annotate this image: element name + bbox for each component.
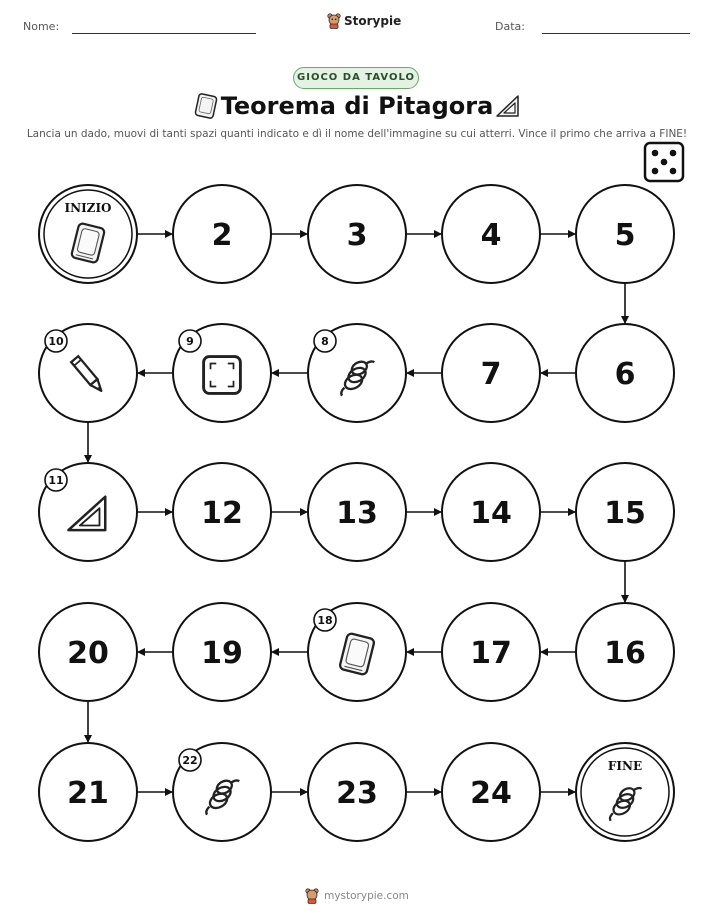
- cell-label: INIZIO: [64, 201, 112, 215]
- page-title: Teorema di Pitagora: [220, 92, 494, 120]
- cell-number: 23: [336, 776, 378, 811]
- cell-number: 10: [48, 335, 64, 348]
- cell-circle: [576, 743, 674, 841]
- board-cell-4: [442, 185, 540, 283]
- board-cell-16: [576, 603, 674, 701]
- square-icon: [204, 357, 241, 394]
- cell-number: 7: [480, 357, 502, 392]
- cell-number: 19: [201, 636, 243, 671]
- board-cell-19: [173, 603, 271, 701]
- board-cell-17: [442, 603, 540, 701]
- cell-number: 18: [317, 614, 333, 627]
- board-cell-24: [442, 743, 540, 841]
- board-cell-3: [308, 185, 406, 283]
- board-cell-8: [308, 324, 406, 422]
- cell-label: FINE: [607, 759, 643, 773]
- cell-number: 8: [321, 335, 329, 348]
- board-cell-20: [39, 603, 137, 701]
- board-cell-2: [173, 185, 271, 283]
- cell-number: 3: [346, 218, 368, 253]
- board-cell-10: [39, 324, 137, 422]
- cell-number: 9: [186, 335, 194, 348]
- instructions: Lancia un dado, muovi di tanti spazi quanti indicato e dì il nome dell'immagine su cui atterri. Vince il primo che arriva a FINE!: [26, 128, 688, 140]
- board-cell-21: [39, 743, 137, 841]
- name-label: Nome:: [23, 20, 60, 33]
- board-cell-13: [308, 463, 406, 561]
- board-cell-23: [308, 743, 406, 841]
- board-cell-14: [442, 463, 540, 561]
- cell-number: 6: [614, 357, 636, 392]
- cell-number: 12: [201, 496, 243, 531]
- board-cell-5: [576, 185, 674, 283]
- cell-number: 14: [470, 496, 512, 531]
- board-cell-15: [576, 463, 674, 561]
- date-label: Data:: [495, 20, 525, 33]
- cell-number: 13: [336, 496, 378, 531]
- board-cell-25: [576, 743, 674, 841]
- cell-number: 15: [604, 496, 646, 531]
- board-cell-18: [308, 603, 406, 701]
- board-cell-12: [173, 463, 271, 561]
- cell-number: 24: [470, 776, 512, 811]
- cell-number: 4: [480, 218, 502, 253]
- board-cell-22: [173, 743, 271, 841]
- footer: [0, 888, 714, 904]
- cell-number: 5: [614, 218, 636, 253]
- cell-number: 22: [182, 754, 198, 767]
- category-badge: GIOCO DA TAVOLO: [293, 67, 419, 89]
- cell-number: 2: [211, 218, 233, 253]
- cell-number: 20: [67, 636, 109, 671]
- board-cell-9: [173, 324, 271, 422]
- cell-number: 16: [604, 636, 646, 671]
- cell-number: 11: [48, 474, 64, 487]
- footer-url: mystorypie.com: [324, 890, 409, 902]
- cell-number: 21: [67, 776, 109, 811]
- board-cell-6: [576, 324, 674, 422]
- bear-mascot-icon: [305, 888, 319, 904]
- board-cell-1: [39, 185, 137, 283]
- cell-number: 17: [470, 636, 512, 671]
- board-cell-11: [39, 463, 137, 561]
- board-cell-7: [442, 324, 540, 422]
- brand-name: Storypie: [344, 14, 402, 28]
